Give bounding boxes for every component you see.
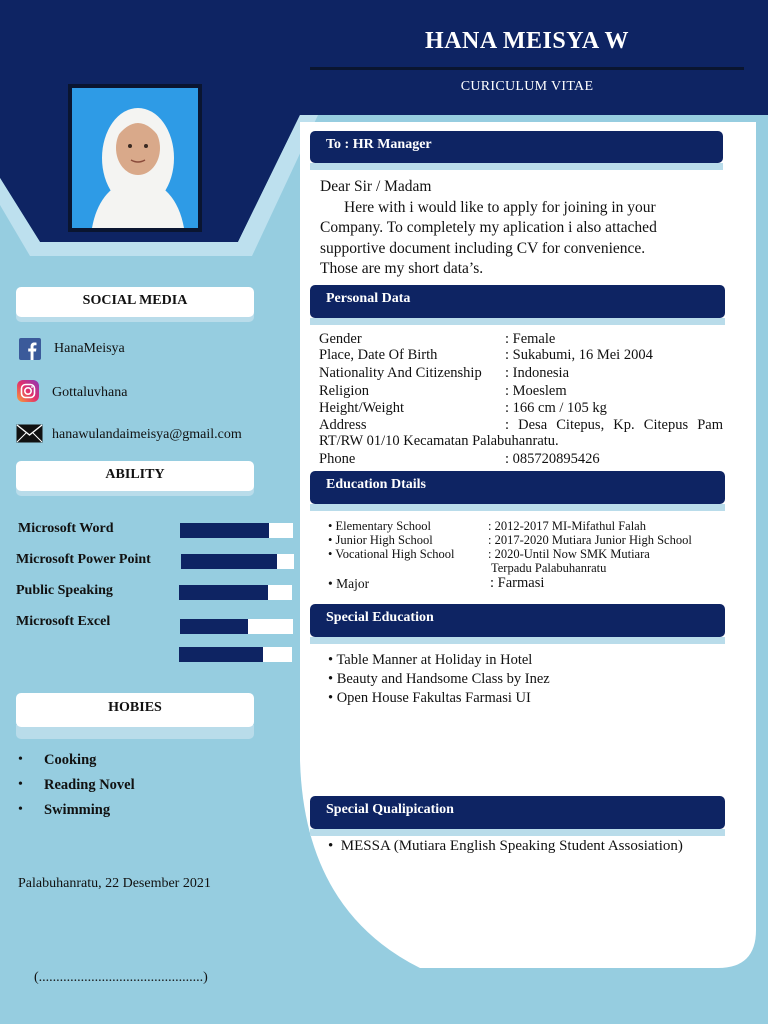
email-address[interactable]: hanawulandaimeisya@gmail.com [52, 427, 242, 442]
edu-level: Vocational High School [335, 547, 455, 561]
letter-line-3: supportive document including CV for convenience. [320, 239, 646, 257]
skill-level-fill [180, 523, 269, 538]
pd-label-religion: Religion [319, 383, 369, 399]
to-bar-shadow [310, 163, 723, 170]
skill-level-fill [181, 554, 277, 569]
education-section [310, 471, 725, 511]
to-section [310, 131, 723, 170]
special-education-item: • Table Manner at Holiday in Hotel [328, 652, 533, 668]
edu-detail-junior: : 2017-2020 Mutiara Junior High School [488, 533, 692, 547]
profile-photo [72, 88, 198, 228]
facebook-icon [19, 338, 41, 365]
skill-level-fill [179, 647, 263, 662]
edu-detail-major: : Farmasi [490, 575, 545, 591]
skill-level-bar [180, 619, 293, 634]
signature-line: (...............................................) [34, 970, 208, 985]
candidate-name: HANA MEISYA W [425, 28, 629, 54]
education-title: Education Dtails [310, 471, 725, 504]
personal-data-section [310, 285, 725, 325]
hobbies-pill-shadow [16, 725, 254, 739]
pd-label-height-weight: Height/Weight [319, 400, 405, 416]
pd-value-religion: : Moeslem [505, 383, 567, 399]
skill-level-bar [179, 647, 292, 662]
special-education-title: Special Education [310, 604, 725, 637]
skill-level-bar [181, 554, 294, 569]
personal-data-bar-shadow [310, 318, 725, 325]
instagram-handle: Gottaluvhana [52, 385, 128, 400]
document-subtitle: CURICULUM VITAE [460, 79, 594, 94]
qualification-text: MESSA (Mutiara English Speaking Student Assosiation) [340, 838, 683, 854]
header-divider [310, 67, 744, 70]
hobby-item: Reading Novel [44, 777, 135, 793]
edu-level: Major [336, 576, 370, 591]
special-qualification-section [310, 796, 725, 836]
pd-label-birth: Place, Date Of Birth [319, 347, 438, 363]
skill-name: Microsoft Word [18, 521, 114, 536]
instagram-icon [17, 380, 39, 407]
hobby-item: Swimming [44, 802, 111, 818]
edu-detail-vocational-continued: Terpadu Palabuhanratu [491, 561, 607, 575]
pd-value-birth: : Sukabumi, 16 Mei 2004 [505, 347, 653, 363]
edu-level: Junior High School [335, 533, 433, 547]
special-education-text: Table Manner at Holiday in Hotel [336, 652, 533, 668]
special-education-text: Beauty and Handsome Class by Inez [336, 671, 550, 687]
skill-level-fill [180, 619, 248, 634]
ability-title: ABILITY [16, 461, 254, 491]
social-media-title: SOCIAL MEDIA [16, 287, 254, 317]
cover-letter [320, 177, 740, 280]
hobby-bullet: • [18, 802, 23, 817]
pd-label-phone: Phone [319, 451, 356, 467]
special-education-bar-shadow [310, 637, 725, 644]
letter-line-1: Here with i would like to apply for joining in your [344, 198, 656, 216]
hobby-bullet: • [18, 752, 23, 767]
special-qualification-title: Special Qualipication [310, 796, 725, 829]
profile-photo-frame [68, 84, 202, 232]
pd-label-nationality: Nationality And Citizenship [319, 365, 482, 381]
pd-label-gender: Gender [319, 331, 362, 347]
pd-address-continued: RT/RW 01/10 Kecamatan Palabuhanratu. [319, 433, 559, 449]
edu-level: Elementary School [335, 519, 431, 533]
pd-value-gender: : Female [505, 331, 556, 347]
to-hr-manager-bar: To : HR Manager [310, 131, 723, 163]
letter-greeting: Dear Sir / Madam [320, 178, 432, 195]
edu-detail-vocational: : 2020-Until Now SMK Mutiara [488, 547, 650, 561]
email-icon [16, 424, 43, 448]
facebook-handle: HanaMeisya [54, 341, 125, 356]
skill-name: Public Speaking [16, 583, 113, 598]
skill-level-bar [179, 585, 292, 600]
pd-label-address: Address [319, 417, 367, 433]
pd-value-phone: : 085720895426 [505, 451, 600, 467]
hobby-item: Cooking [44, 752, 97, 768]
skill-name: Microsoft Excel [16, 614, 111, 629]
special-qualification-bar-shadow [310, 829, 725, 836]
letter-line-2: Company. To completely my aplication i also attached [320, 219, 657, 236]
place-date: Palabuhanratu, 22 Desember 2021 [18, 876, 211, 891]
skill-level-bar [180, 523, 293, 538]
edu-detail-elementary: : 2012-2017 MI-Mifathul Falah [488, 519, 646, 533]
education-bar-shadow [310, 504, 725, 511]
letter-line-4: Those are my short data’s. [320, 260, 484, 277]
pd-value-nationality: : Indonesia [505, 365, 570, 381]
edu-item-junior: • Junior High School [328, 533, 433, 547]
skill-name: Microsoft Power Point [16, 552, 151, 567]
personal-data-title: Personal Data [310, 285, 725, 318]
pd-value-address: : Desa Citepus, Kp. Citepus Pam [505, 417, 723, 433]
edu-item-elementary: • Elementary School [328, 519, 431, 533]
hobby-bullet: • [18, 777, 23, 792]
special-education-section [310, 604, 725, 644]
edu-item-major: • Major [328, 576, 370, 591]
special-education-item: • Beauty and Handsome Class by Inez [328, 671, 550, 687]
special-education-item: • Open House Fakultas Farmasi UI [328, 690, 531, 706]
special-education-text: Open House Fakultas Farmasi UI [336, 690, 531, 706]
edu-item-vocational: • Vocational High School [328, 547, 455, 561]
skill-level-fill [179, 585, 268, 600]
qualification-item: • MESSA (Mutiara English Speaking Student Assosiation) [328, 838, 683, 854]
pd-value-height-weight: : 166 cm / 105 kg [505, 400, 607, 416]
hobbies-title: HOBIES [16, 693, 254, 727]
